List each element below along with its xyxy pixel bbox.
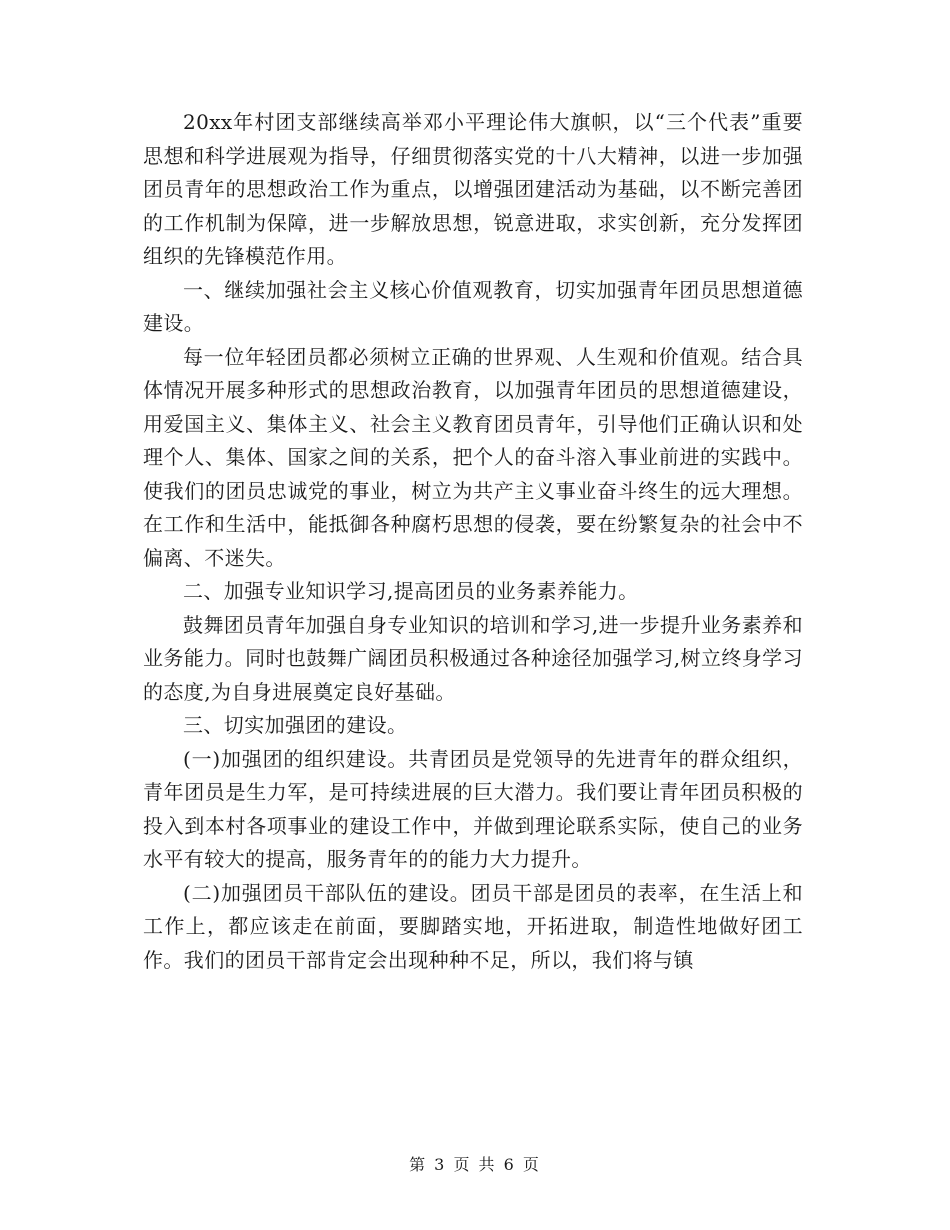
- paragraph-section-3-2: (二)加强团员干部队伍的建设。团员干部是团员的表率，在生活上和工作上，都应该走在前面，要脚踏实地，开拓进取，制造性地做好团工作。我们的团员干部肯定会出现种种不足，所以，我们将与镇: [143, 880, 803, 972]
- page-number-footer: 第 3 页 共 6 页: [409, 1155, 541, 1174]
- heading-section-3: 三、切实加强团的建设。: [183, 713, 408, 737]
- paragraph-section-2: 鼓舞团员青年加强自身专业知识的培训和学习,进一步提升业务素养和业务能力。同时也鼓舞广阔团员积极通过各种途径加强学习,树立终身学习的态度,为自身进展奠定良好基础。: [143, 612, 803, 704]
- paragraph-section-1: 每一位年轻团员都必须树立正确的世界观、人生观和价值观。结合具体情况开展多种形式的思想政治教育，以加强青年团员的思想道德建设，用爱国主义、集体主义、社会主义教育团员青年，引导他们正确认识和处理个人、集体、国家之间的关系，把个人的奋斗溶入事业前进的实践中。使我们的团员忠诚党的事业，树立为共产主义事业奋斗终生的远大理想。在工作和生活中，能抵御各种腐朽思想的侵袭，要在纷繁复杂的社会中不偏离、不迷失。: [143, 344, 803, 570]
- heading-section-2: 二、加强专业知识学习,提高团员的业务素养能力。: [183, 579, 639, 603]
- paragraph-section-3-1: (一)加强团的组织建设。共青团员是党领导的先进青年的群众组织，青年团员是生力军，是可持续进展的巨大潜力。我们要让青年团员积极的投入到本村各项事业的建设工作中，并做到理论联系实际，使自己的业务水平有较大的提高，服务青年的的能力大力提升。: [143, 746, 803, 871]
- paragraph-intro: 20xx年村团支部继续高举邓小平理论伟大旗帜，以“三个代表”重要思想和科学进展观为指导，仔细贯彻落实党的十八大精神，以进一步加强团员青年的思想政治工作为重点，以增强团建活动为基础，以不断完善团的工作机制为保障，进一步解放思想，锐意进取，求实创新，充分发挥团组织的先锋模范作用。: [143, 110, 803, 268]
- document-body: [143, 106, 803, 977]
- heading-section-1: 一、继续加强社会主义核心价值观教育，切实加强青年团员思想道德建设。: [143, 277, 803, 335]
